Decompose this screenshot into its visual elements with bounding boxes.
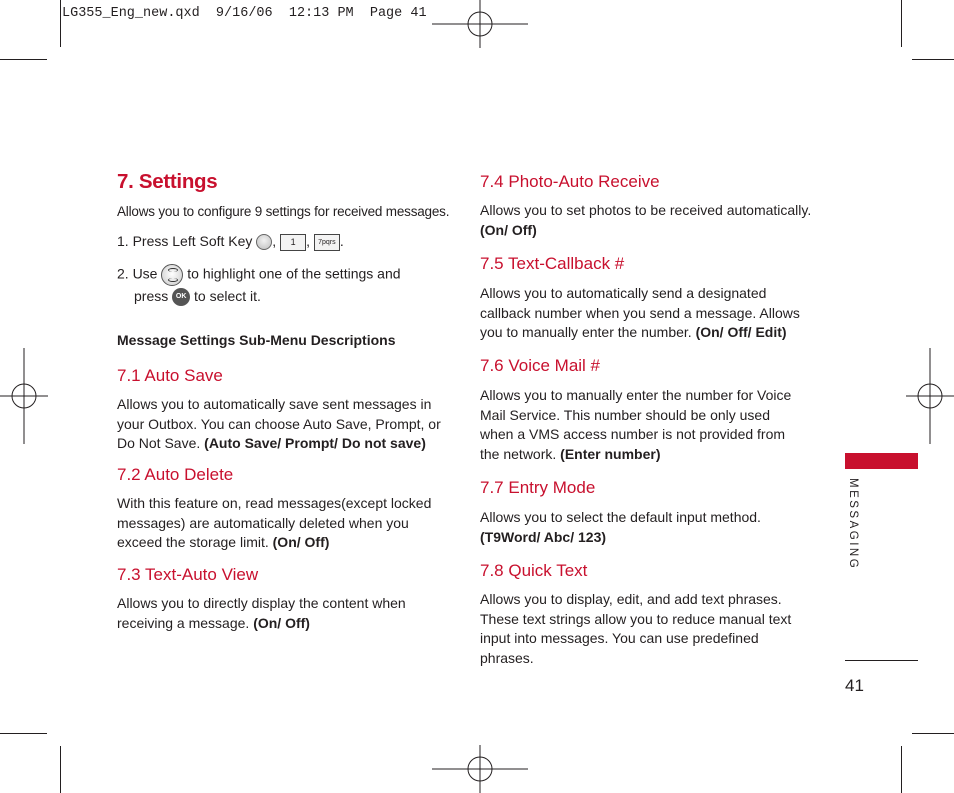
crop-mark [60,0,61,47]
section-text: Allows you to manually enter the number for Voice Mail Service. This number should be only used when a VMS access number is not provided from the network. [480,387,792,462]
step-1: 1. Press Left Soft Key , 1 , 7pqrs . [117,233,344,249]
section-title-7-3: 7.3 Text-Auto View [117,565,259,584]
section-options: (T9Word/ Abc/ 123) [480,528,607,545]
section-body-7-2 [117,494,437,553]
section-title-7-8: 7.8 Quick Text [480,561,588,580]
page-number: 41 [845,676,864,695]
section-title-7-6: 7.6 Voice Mail # [480,356,601,375]
registration-mark-bottom [430,743,530,793]
submenu-heading: Message Settings Sub-Menu Descriptions [117,332,396,348]
section-body-7-8: Allows you to display, edit, and add text phrases. These text strings allow you to reduce manual text input into messages. You can use predefined phrases. [480,591,792,666]
section-options: (On/ Off/ Edit) [695,324,787,340]
section-title-7-7: 7.7 Entry Mode [480,478,596,497]
crop-mark [0,733,47,734]
crop-mark [60,746,61,793]
crop-mark [901,0,902,47]
section-text: Allows you to automatically save sent messages in your Outbox. You can choose Auto Save, Prompt, or Do Not Save. [117,396,441,451]
file-slug: LG355_Eng_new.qxd 9/16/06 12:13 PM Page 41 [62,6,427,21]
registration-mark-top [430,0,530,50]
step-2-text-b: to highlight one of the settings and [187,265,401,282]
section-tab-bar [845,453,918,469]
section-body-7-3 [117,594,427,633]
step-2-text-c: press [134,288,169,304]
section-options: (On/ Off) [480,221,537,238]
step-2-cont [134,287,454,307]
step-2-text-d: to select it. [194,288,261,304]
section-text: Allows you to automatically send a designated callback number when you send a message. Allows you to manually enter the number. [480,285,800,340]
registration-mark-left [0,346,50,446]
crop-mark [912,59,954,60]
step-2 [117,264,457,286]
step-2-text-a: 2. Use [117,265,158,282]
nav-key-icon [161,264,183,286]
section-body-7-6 [480,386,805,464]
section-title-7-2: 7.2 Auto Delete [117,465,234,484]
section-body-7-5 [480,284,805,343]
key-1-icon: 1 [280,234,306,251]
ok-key-icon: OK [172,288,190,306]
section-text: With this feature on, read messages(except locked messages) are automatically deleted when you exceed the storage limit. [117,495,432,550]
section-title-7-5: 7.5 Text-Callback # [480,254,625,273]
step-1-text: 1. Press Left Soft Key [117,233,253,249]
soft-key-icon [256,234,272,250]
section-title-7-1: 7.1 Auto Save [117,366,223,385]
section-tab-label: MESSAGING [847,478,859,571]
section-options: (On/ Off) [272,534,330,550]
registration-mark-right [904,346,954,446]
crop-mark [901,746,902,793]
crop-mark [912,733,954,734]
section-body-7-4 [480,201,815,240]
key-7-icon: 7pqrs [314,234,340,251]
crop-mark [0,59,47,60]
section-body-7-7 [480,508,780,547]
page-title: 7. Settings [117,170,218,193]
section-options: (Enter number) [560,445,661,462]
section-text: Allows you to directly display the content when receiving a message. [117,595,406,631]
section-text: Allows you to set photos to be received automatically. [480,202,812,218]
intro-text: Allows you to configure 9 settings for received messages. [117,204,450,219]
page-number-rule [845,660,918,661]
section-options: (On/ Off) [253,614,310,631]
section-title-7-4: 7.4 Photo-Auto Receive [480,172,660,191]
section-options: (Auto Save/ Prompt/ Do not save) [204,435,426,451]
section-body-7-1 [117,395,442,454]
section-text: Allows you to select the default input method. [480,509,761,525]
